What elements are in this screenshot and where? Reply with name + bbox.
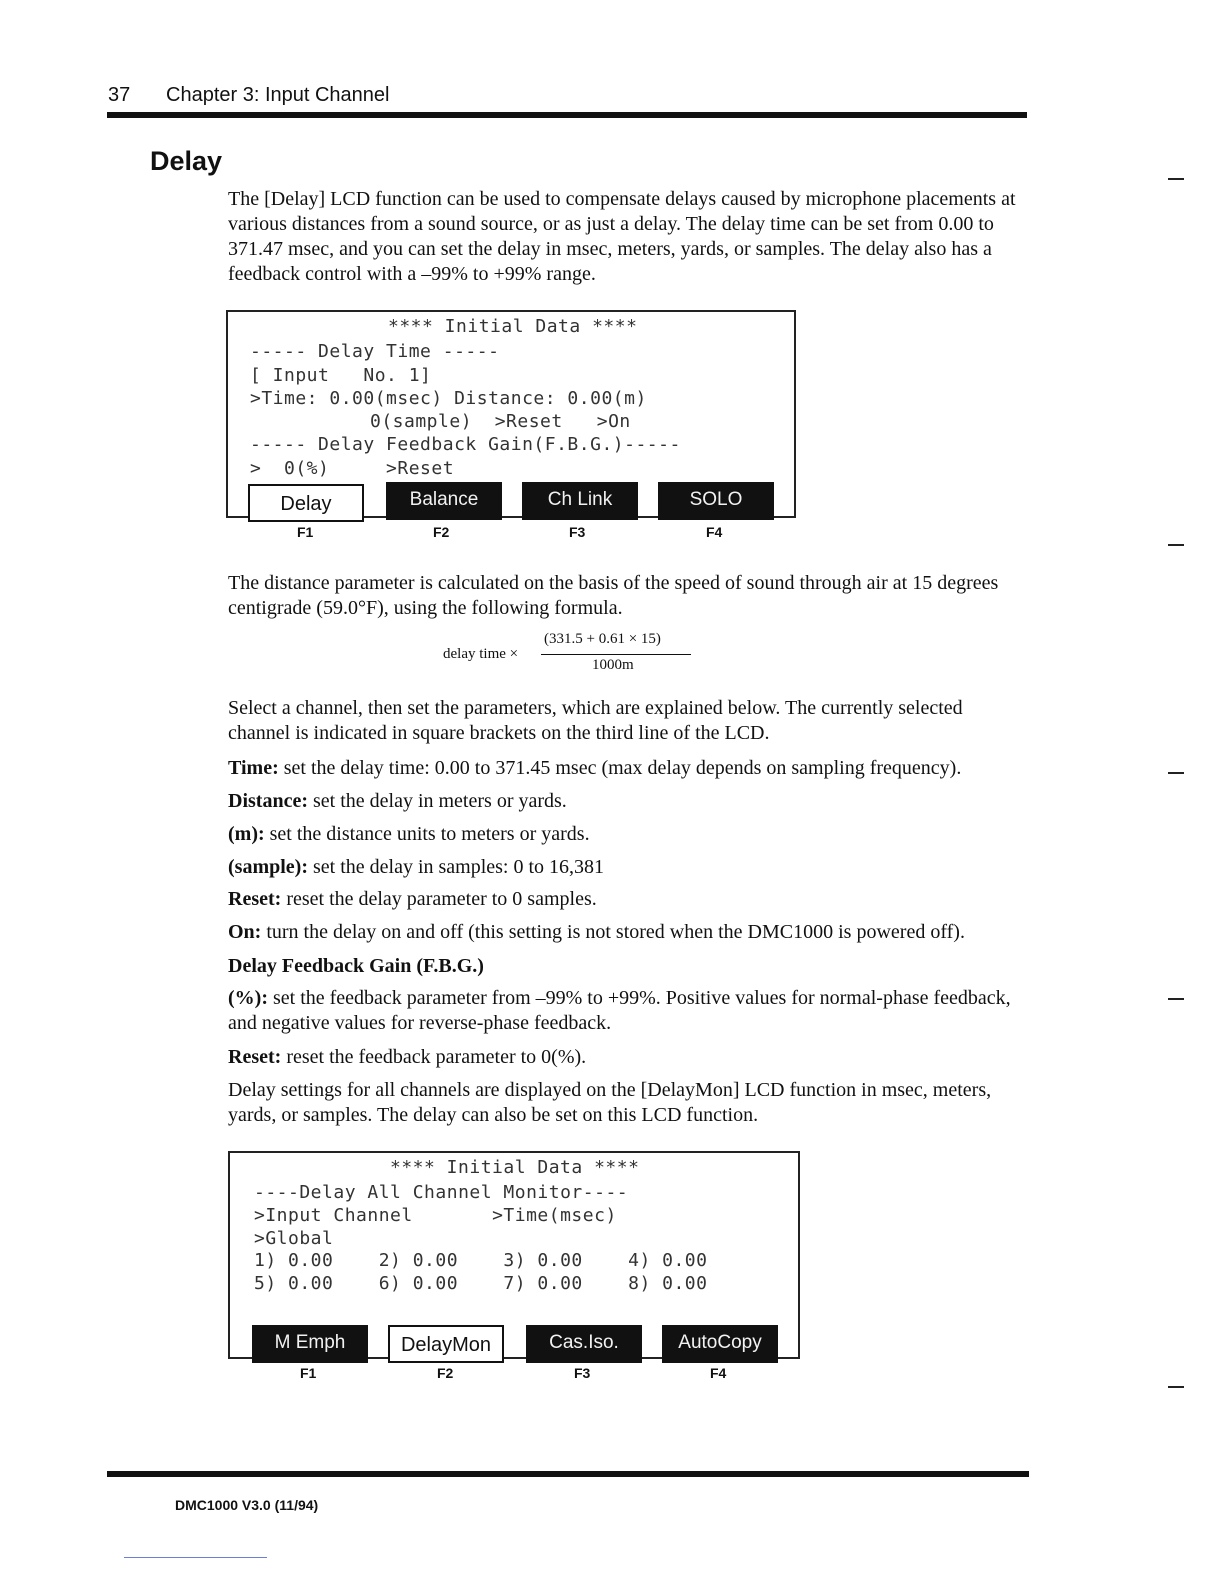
footer-text: DMC1000 V3.0 (11/94) [175,1497,319,1513]
margin-mark [1168,772,1184,774]
lcd1-line-channel: [ Input No. 1] [250,365,432,386]
lcd1-line-time[interactable]: >Time: 0.00(msec) Distance: 0.00(m) [250,388,647,409]
param-desc: set the distance units to meters or yards. [264,823,590,845]
formula-fraction-bar [541,654,691,655]
lcd1-line-fbg-header: ----- Delay Feedback Gain(F.B.G.)----- [250,434,681,455]
f2-label: F2 [437,1365,454,1381]
select-paragraph: Select a channel, then set the parameters, which are explained below. The currently selected channel is indicated in square brackets on the third line of the LCD. [228,697,963,744]
param-distance [228,789,1028,814]
f3-label: F3 [569,524,586,540]
f4-autocopy-button[interactable]: AutoCopy [662,1325,778,1363]
formula-numerator: (331.5 + 0.61 × 15) [544,631,661,647]
f1-m-emph-button[interactable]: M Emph [252,1325,368,1363]
param-desc: set the delay in meters or yards. [307,790,567,812]
f4-solo-button[interactable]: SOLO [658,482,774,520]
param-desc: set the feedback parameter from –99% to +99%. Positive values for normal-phase feedback, and negative values for reverse-phase feedback. [228,987,1011,1034]
f4-label: F4 [710,1365,727,1381]
header-rule [107,112,1027,118]
lcd1-line-delay-time: ----- Delay Time ----- [250,341,500,362]
param-desc: set the delay in samples: 0 to 16,381 [307,856,605,878]
fbg-heading-text: Delay Feedback Gain (F.B.G.) [228,955,484,977]
fbg-param-percent [228,986,1028,1036]
param-term: (m): [228,823,265,845]
param-desc: reset the delay parameter to 0 samples. [281,888,597,910]
param-term: (sample): [228,856,308,878]
lcd2-line-title: **** Initial Data **** [390,1157,640,1178]
lcd2-line-global[interactable]: >Global [254,1228,334,1249]
delaymon-paragraph: Delay settings for all channels are displayed on the [DelayMon] LCD function in msec, meters, yards, or samples. The delay can also be set on this LCD function. [228,1079,992,1126]
page-header [108,84,390,107]
param-desc: turn the delay on and off (this setting is not stored when the DMC1000 is powered off). [261,921,965,943]
param-desc: reset the feedback parameter to 0(%). [281,1046,587,1068]
param-reset [228,887,1028,912]
param-term: (%): [228,987,268,1009]
margin-mark [1168,544,1184,546]
lcd1-line-title: **** Initial Data **** [388,316,638,337]
param-term: Time: [228,757,279,779]
f2-label: F2 [433,524,450,540]
param-m [228,822,1028,847]
chapter-title: Chapter 3: Input Channel [166,84,390,106]
param-sample [228,855,1028,880]
section-title: Delay [150,146,223,176]
lcd-delay-screen [226,310,796,518]
lcd1-line-sample[interactable]: 0(sample) >Reset >On [370,411,631,432]
lcd2-line-monitor: ----Delay All Channel Monitor---- [254,1182,629,1203]
f4-label: F4 [706,524,723,540]
f1-label: F1 [300,1365,317,1381]
footer-rule [107,1471,1029,1477]
f2-balance-button[interactable]: Balance [386,482,502,520]
param-term: Reset: [228,888,282,910]
f3-label: F3 [574,1365,591,1381]
f1-delay-button[interactable]: Delay [248,484,364,522]
margin-mark [1168,178,1184,180]
f3-cas-iso-button[interactable]: Cas.Iso. [526,1325,642,1363]
margin-mark [1168,998,1184,1000]
lcd2-line-input[interactable]: >Input Channel >Time(msec) [254,1205,617,1226]
param-on [228,920,1038,945]
param-time [228,756,1028,781]
page-number: 37 [108,84,131,106]
f3-ch-link-button[interactable]: Ch Link [522,482,638,520]
param-term: Reset: [228,1046,282,1068]
intro-paragraph: The [Delay] LCD function can be used to compensate delays caused by microphone placements at various distances from a sound source, or as just a delay. The delay time can be set from 0.00 to 371.47 msec, and you can set the delay in msec, meters, yards, or samples. The delay also has a feedback control with a –99% to +99% range. [228,188,1016,285]
lcd2-line-ch5-8: 5) 0.00 6) 0.00 7) 0.00 8) 0.00 [254,1273,708,1294]
f2-delaymon-button[interactable]: DelayMon [388,1325,504,1363]
scan-artifact-line [124,1557,267,1558]
lcd2-line-ch1-4: 1) 0.00 2) 0.00 3) 0.00 4) 0.00 [254,1250,708,1271]
margin-mark [1168,1386,1184,1388]
param-term: On: [228,921,262,943]
fbg-param-reset [228,1045,1028,1070]
distance-paragraph: The distance parameter is calculated on the basis of the speed of sound through air at 15 degrees centigrade (59.0°F), using the following formula. [228,572,999,619]
f1-label: F1 [297,524,314,540]
formula-denominator: 1000m [592,657,634,673]
param-term: Distance: [228,790,308,812]
lcd1-line-fbg-value[interactable]: > 0(%) >Reset [250,458,455,479]
formula-lhs: delay time × [443,646,519,662]
fbg-heading [228,954,1028,979]
lcd-delaymon-screen [228,1151,800,1359]
param-desc: set the delay time: 0.00 to 371.45 msec (max delay depends on sampling frequency). [278,757,962,779]
